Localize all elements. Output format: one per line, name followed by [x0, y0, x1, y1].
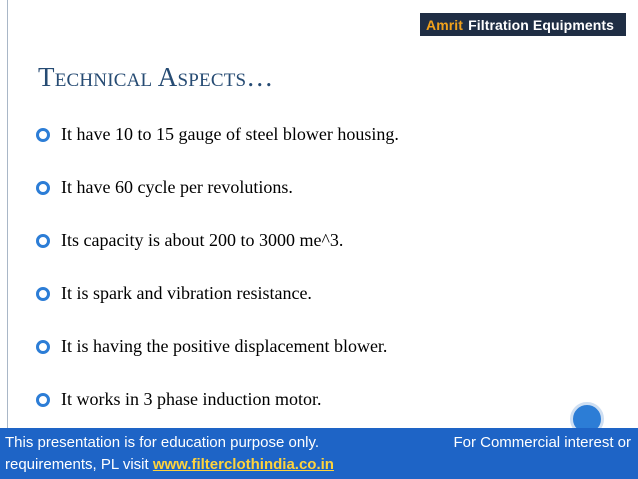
footer-line-2 [5, 454, 631, 476]
slide-title: Technical Aspects… [38, 62, 274, 92]
logo-brand-text: Amrit [426, 16, 464, 33]
bullet-item [35, 373, 595, 426]
footer-banner [0, 428, 638, 479]
bullet-ring-icon [35, 339, 51, 355]
bullet-text: Its capacity is about 200 to 3000 me^3. [61, 230, 344, 250]
company-logo [420, 13, 626, 36]
bullet-ring-icon [35, 286, 51, 302]
website-link[interactable]: www.filterclothindia.co.in [152, 456, 334, 473]
bullet-ring-icon [35, 233, 51, 249]
bullet-list [35, 108, 595, 426]
footer-visit-text: requirements, PL visit [5, 456, 153, 473]
left-divider [7, 0, 8, 428]
footer-line-1 [5, 432, 631, 454]
bullet-text: It is spark and vibration resistance. [61, 283, 312, 303]
logo-rest-text: Filtration Equipments [468, 16, 615, 33]
bullet-item [35, 267, 595, 320]
bullet-item [35, 108, 595, 161]
bullet-item [35, 214, 595, 267]
bullet-item [35, 161, 595, 214]
bullet-text: It have 60 cycle per revolutions. [61, 177, 293, 197]
bullet-text: It is having the positive displacement blower. [61, 336, 388, 356]
bullet-ring-icon [35, 392, 51, 408]
footer-commercial-note: For Commercial interest or [453, 434, 631, 451]
footer-disclaimer: This presentation is for education purpose only. [5, 434, 320, 451]
bullet-ring-icon [35, 180, 51, 196]
bullet-item [35, 320, 595, 373]
bullet-text: It have 10 to 15 gauge of steel blower housing. [61, 124, 399, 144]
bullet-ring-icon [35, 127, 51, 143]
bullet-text: It works in 3 phase induction motor. [61, 389, 322, 409]
